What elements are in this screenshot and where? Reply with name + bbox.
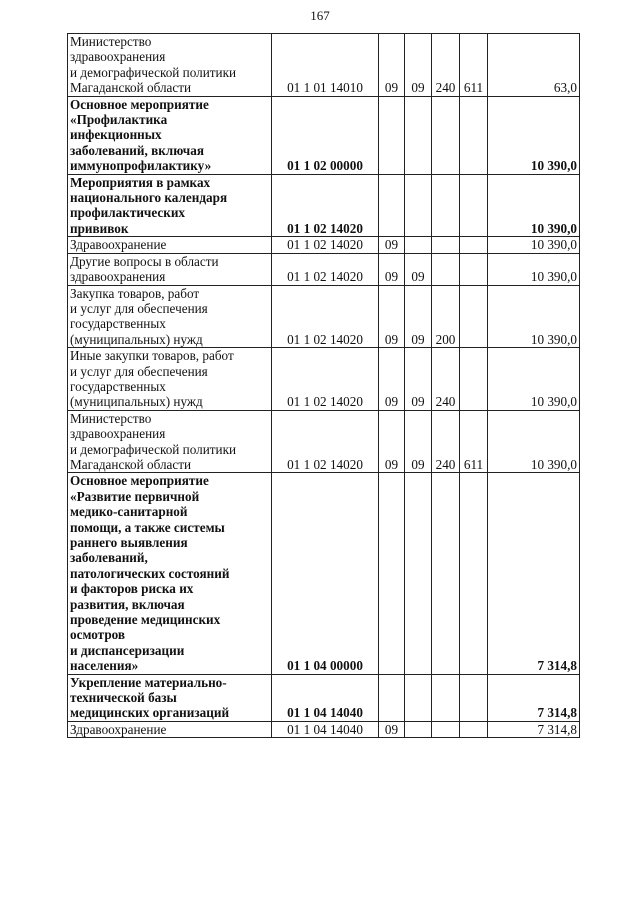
row-name-line: осмотров [70,627,126,643]
row-name-line: прививок [70,220,129,236]
row-name-line: Здравоохранение [70,721,167,737]
row-name-line: медицинских организаций [70,705,230,721]
row-pr-code [405,473,432,674]
row-name-line: Основное мероприятие [70,473,209,489]
table-row [68,174,580,237]
row-name-cell [68,410,272,473]
row-csr-code: 01 1 04 14040 [272,721,379,737]
table-row [68,96,580,174]
row-name-line: национального календаря [70,190,228,206]
row-pr-code [405,96,432,174]
table-row [68,674,580,721]
row-name-line: Основное мероприятие [70,96,209,112]
row-sum: 10 390,0 [488,174,580,237]
row-name-line: и услуг для обеспечения [70,363,208,379]
row-name-line: Магаданской области [70,80,192,96]
row-csr-code: 01 1 02 14020 [272,285,379,348]
row-rz-code [379,674,405,721]
row-name-cell [68,34,272,97]
row-name-line: здравоохранения [70,269,166,285]
row-name-cell [68,721,272,737]
row-rz-code: 09 [379,410,405,473]
row-name-line: населения» [70,658,139,674]
row-sum: 10 390,0 [488,237,580,253]
budget-table [67,33,580,738]
row-name-line: Другие вопросы в области [70,253,219,269]
row-pr-code: 09 [405,34,432,97]
row-name-cell [68,237,272,253]
row-pr-code: 09 [405,285,432,348]
row-name-line: Здравоохранение [70,237,167,253]
row-name-line: Закупка товаров, работ [70,285,200,301]
row-name-line: Иные закупки товаров, работ [70,348,234,364]
row-sum: 10 390,0 [488,253,580,285]
row-grbs-code: 611 [460,410,488,473]
row-csr-code: 01 1 02 14020 [272,253,379,285]
row-name-line: медико-санитарной [70,504,188,520]
row-name-line: (муниципальных) нужд [70,331,203,347]
row-rz-code [379,96,405,174]
row-grbs-code: 611 [460,34,488,97]
table-row [68,721,580,737]
row-vr-code [432,674,460,721]
row-sum: 10 390,0 [488,410,580,473]
row-vr-code: 200 [432,285,460,348]
row-name-line: Магаданской области [70,456,192,472]
row-rz-code: 09 [379,721,405,737]
row-name-cell [68,348,272,411]
row-vr-code [432,253,460,285]
row-grbs-code [460,174,488,237]
row-rz-code: 09 [379,348,405,411]
budget-table-body [68,34,580,738]
row-name-cell [68,285,272,348]
row-name-line: технической базы [70,690,177,706]
row-name-line: инфекционных [70,127,162,143]
row-rz-code: 09 [379,34,405,97]
row-name-line: заболеваний, включая [70,142,204,158]
row-name-line: государственных [70,316,166,332]
row-pr-code [405,174,432,237]
row-csr-code: 01 1 04 14040 [272,674,379,721]
row-name-line: и факторов риска их [70,581,194,597]
table-row [68,237,580,253]
row-sum: 10 390,0 [488,348,580,411]
row-vr-code [432,473,460,674]
table-row [68,253,580,285]
row-name-cell [68,174,272,237]
row-grbs-code [460,473,488,674]
row-name-line: Мероприятия в рамках [70,174,211,190]
row-pr-code: 09 [405,253,432,285]
row-rz-code: 09 [379,285,405,348]
row-csr-code: 01 1 02 14020 [272,348,379,411]
row-sum: 63,0 [488,34,580,97]
row-pr-code [405,721,432,737]
table-row [68,348,580,411]
row-vr-code [432,237,460,253]
row-grbs-code [460,237,488,253]
page-number: 167 [310,8,330,23]
row-name-line: Министерство [70,34,152,49]
row-vr-code: 240 [432,410,460,473]
table-row [68,285,580,348]
row-sum: 7 314,8 [488,674,580,721]
row-rz-code [379,473,405,674]
row-name-line: и демографической политики [70,441,237,457]
row-csr-code: 01 1 02 14020 [272,174,379,237]
row-pr-code [405,237,432,253]
row-name-line: государственных [70,378,166,394]
table-row [68,34,580,97]
row-name-line: здравоохранения [70,426,166,442]
row-name-line: иммунопрофилактику» [70,158,212,174]
row-vr-code: 240 [432,348,460,411]
row-rz-code [379,174,405,237]
row-name-line: «Профилактика [70,112,168,128]
row-grbs-code [460,674,488,721]
row-vr-code [432,174,460,237]
row-name-line: проведение медицинских [70,612,221,628]
row-pr-code: 09 [405,410,432,473]
row-name-line: раннего выявления [70,535,188,550]
row-name-cell [68,96,272,174]
row-sum: 10 390,0 [488,285,580,348]
row-csr-code: 01 1 02 14020 [272,237,379,253]
table-row [68,473,580,674]
row-name-line: помощи, а также системы [70,519,225,535]
row-sum: 10 390,0 [488,96,580,174]
row-grbs-code [460,253,488,285]
table-row [68,410,580,473]
row-grbs-code [460,721,488,737]
row-name-line: профилактических [70,205,186,221]
row-grbs-code [460,96,488,174]
row-sum: 7 314,8 [488,721,580,737]
row-vr-code: 240 [432,34,460,97]
row-name-line: развития, включая [70,596,185,612]
row-name-line: патологических состояний [70,565,230,581]
row-csr-code: 01 1 02 00000 [272,96,379,174]
row-name-line: заболеваний, [70,550,148,566]
row-name-cell [68,473,272,674]
row-csr-code: 01 1 04 00000 [272,473,379,674]
row-vr-code [432,721,460,737]
row-csr-code: 01 1 02 14020 [272,410,379,473]
row-name-line: и услуг для обеспечения [70,300,208,316]
row-pr-code [405,674,432,721]
row-name-cell [68,674,272,721]
row-csr-code: 01 1 01 14010 [272,34,379,97]
row-name-line: (муниципальных) нужд [70,394,203,410]
row-grbs-code [460,285,488,348]
row-name-line: Министерство [70,410,152,426]
row-name-cell [68,253,272,285]
row-name-line: здравоохранения [70,49,166,65]
row-rz-code: 09 [379,237,405,253]
row-pr-code: 09 [405,348,432,411]
row-grbs-code [460,348,488,411]
row-name-line: Укрепление материально- [70,674,227,690]
row-name-line: и демографической политики [70,64,237,80]
row-sum: 7 314,8 [488,473,580,674]
row-name-line: «Развитие первичной [70,488,200,504]
row-rz-code: 09 [379,253,405,285]
row-name-line: и диспансеризации [70,642,185,658]
row-vr-code [432,96,460,174]
